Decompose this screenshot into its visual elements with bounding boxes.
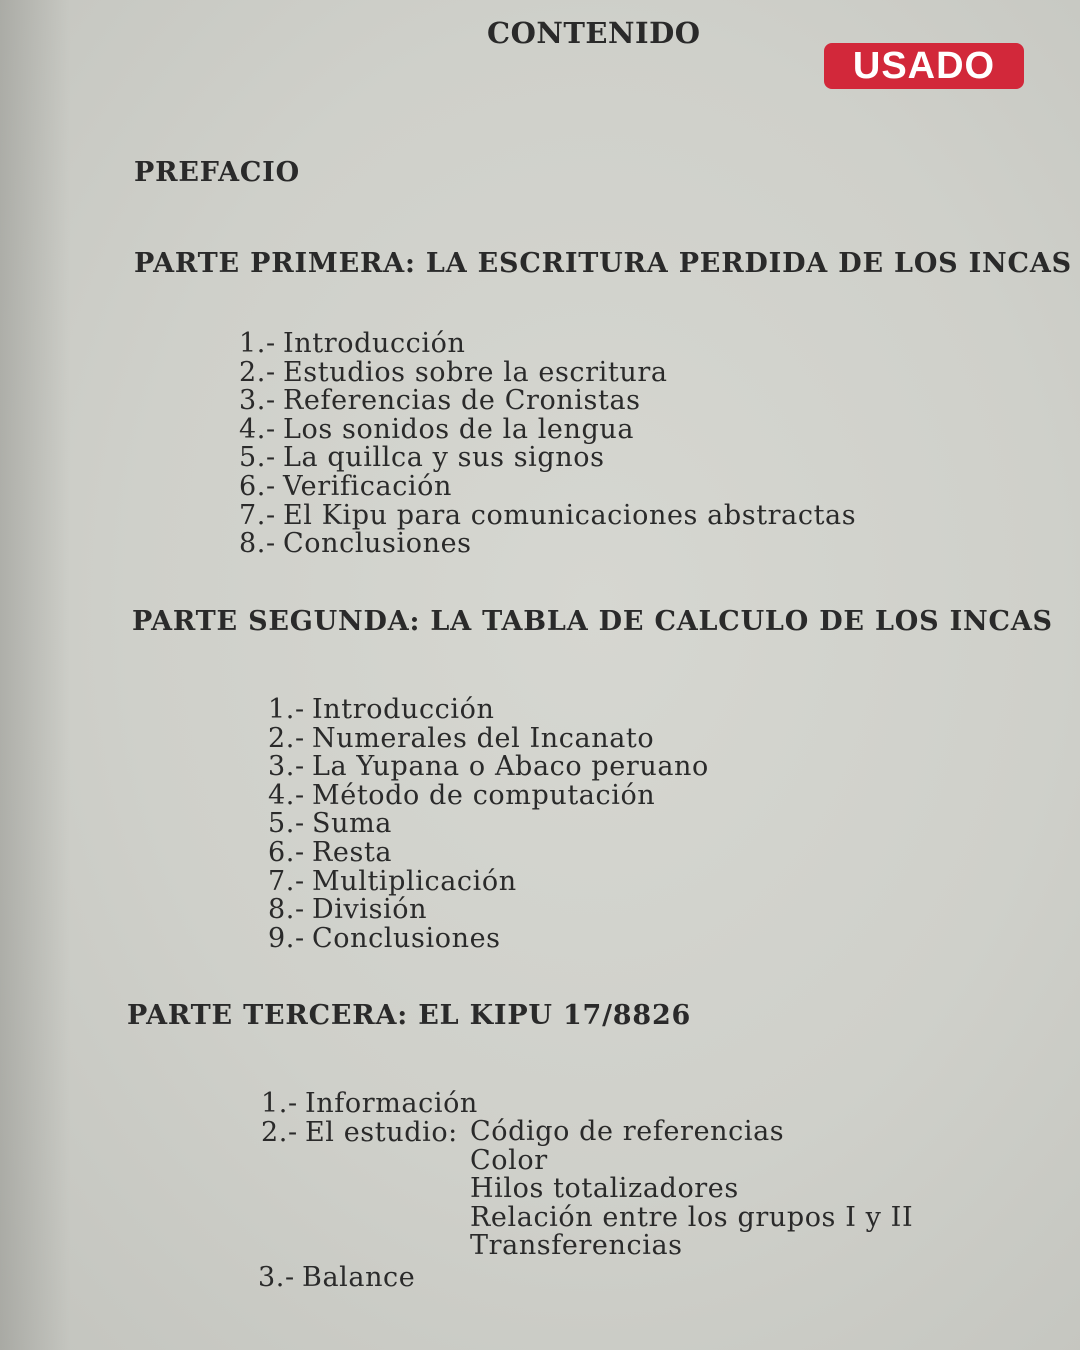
list-item: 9.- Conclusiones xyxy=(268,922,501,954)
list-item: 8.- Conclusiones xyxy=(239,528,472,560)
parte-tercera-heading: PARTE TERCERA: EL KIPU 17/8826 xyxy=(127,1000,692,1031)
subitem: Código de referencias xyxy=(470,1116,785,1147)
subitem: Hilos totalizadores xyxy=(470,1173,739,1205)
parte-primera-heading: PARTE PRIMERA: LA ESCRITURA PERDIDA DE LOS INCAS xyxy=(134,248,1072,279)
subitem: Color xyxy=(470,1144,548,1176)
list-item: 4.- Método de computación xyxy=(268,779,656,811)
parte-segunda-heading: PARTE SEGUNDA: LA TABLA DE CALCULO DE LOS INCAS xyxy=(132,606,1053,637)
subitem: Relación entre los grupos I y II xyxy=(470,1201,914,1233)
parte-tercera-list xyxy=(261,1090,478,1147)
parte-primera-list xyxy=(239,330,856,559)
estudio-subitems xyxy=(470,1118,913,1261)
list-item: 1.- Información xyxy=(261,1088,478,1119)
list-item: 5.- La quillca y sus signos xyxy=(239,442,605,474)
list-item: 7.- Multiplicación xyxy=(268,865,517,897)
list-item: 4.- Los sonidos de la lengua xyxy=(239,413,635,445)
list-item: 3.- La Yupana o Abaco peruano xyxy=(268,751,709,783)
page-title: CONTENIDO xyxy=(487,16,701,50)
list-item: 5.- Suma xyxy=(268,808,392,840)
list-item: 6.- Resta xyxy=(268,836,393,868)
list-item: 2.- Estudios sobre la escritura xyxy=(239,356,668,388)
list-item: 2.- El estudio: xyxy=(261,1116,458,1148)
page-shadow xyxy=(0,0,70,1350)
list-item: 2.- Numerales del Incanato xyxy=(268,722,655,754)
list-item: 7.- El Kipu para comunicaciones abstractas xyxy=(239,499,857,531)
subitem: Transferencias xyxy=(470,1230,683,1262)
list-item: 6.- Verificación xyxy=(239,470,452,502)
parte-segunda-list xyxy=(268,696,709,953)
prefacio-heading: PREFACIO xyxy=(134,157,300,188)
list-item: 3.- Balance xyxy=(258,1262,416,1293)
list-item: 1.- Introducción xyxy=(239,328,466,359)
list-item: 8.- División xyxy=(268,894,428,926)
list-item: 3.- Referencias de Cronistas xyxy=(239,385,641,417)
parte-tercera-list-end xyxy=(258,1264,415,1293)
list-item: 1.- Introducción xyxy=(268,694,495,725)
used-badge: USADO xyxy=(824,43,1024,89)
